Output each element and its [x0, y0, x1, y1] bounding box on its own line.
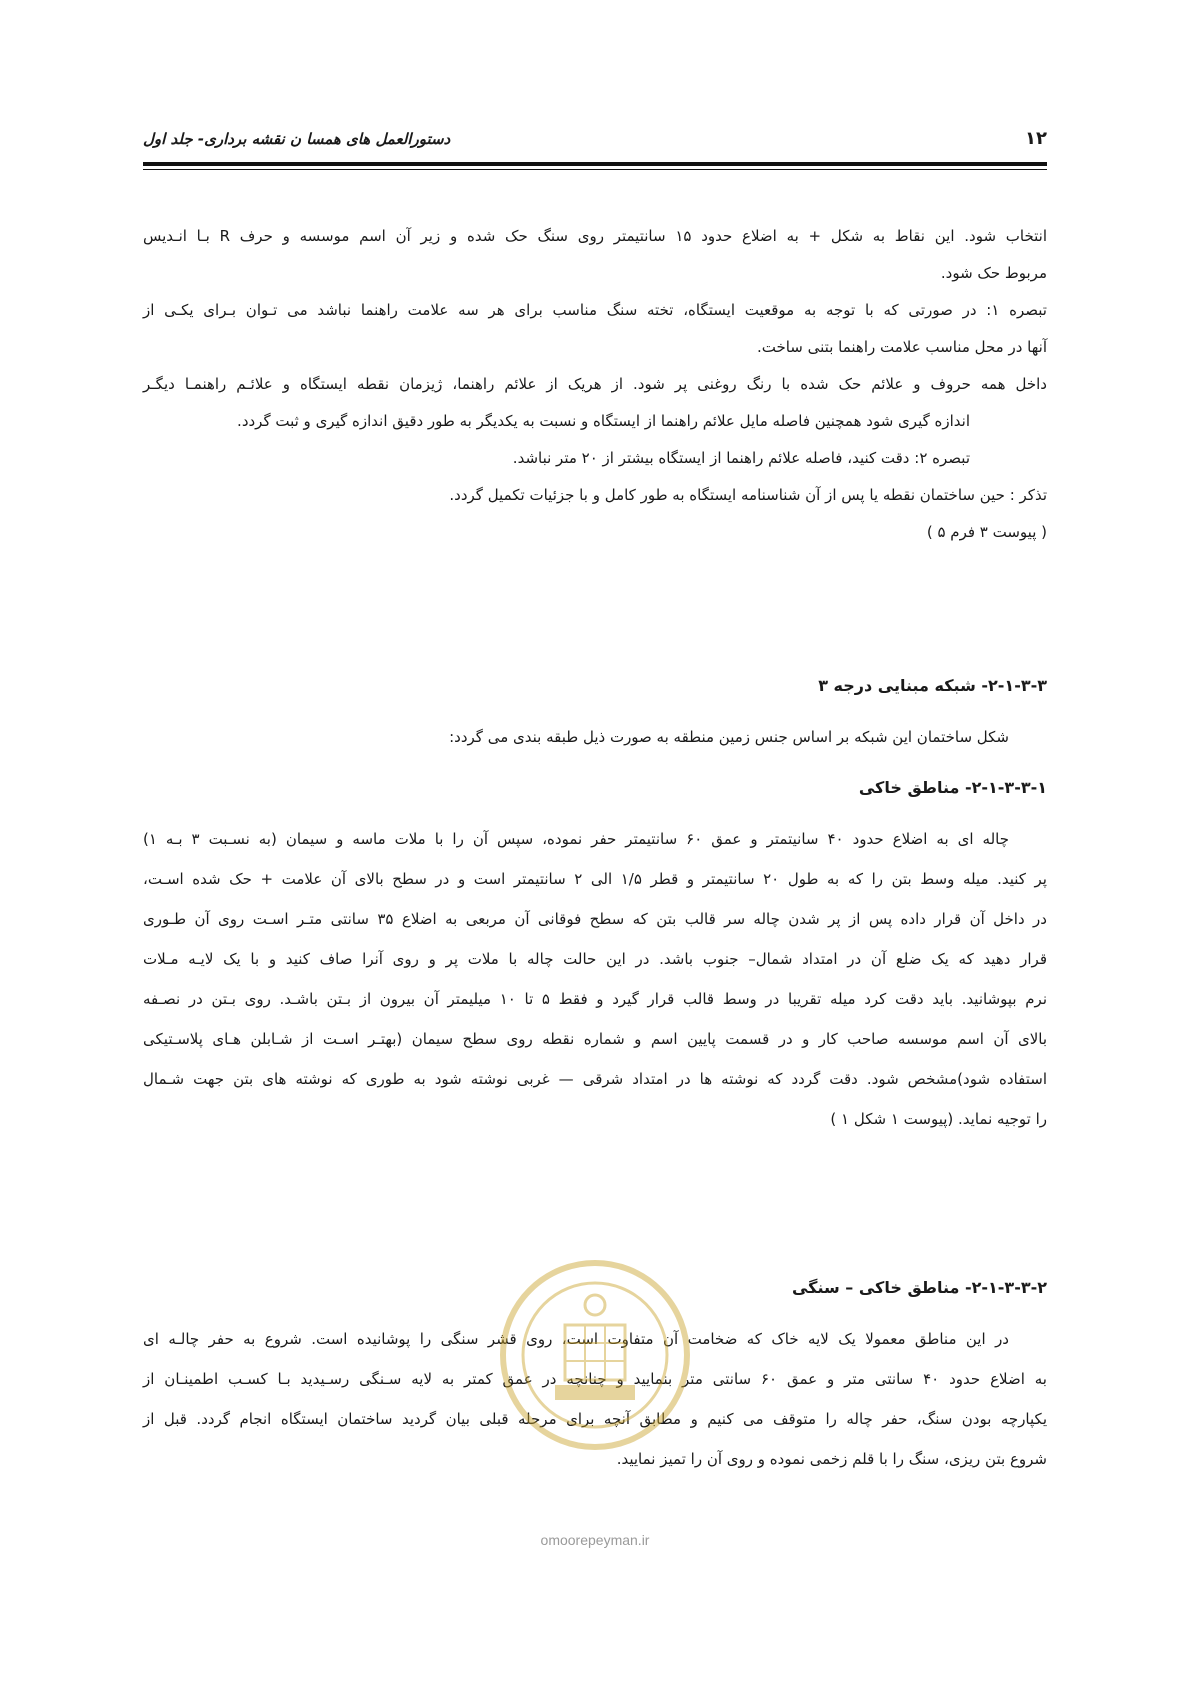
text-line: انتخاب شود. این نقاط به شکل + به اضلاع حدود ۱۵ سانتیمتر روی سنگ حک شده و زیر آن اسم موسسه و حرف R بـا انـدیس	[143, 227, 1048, 245]
text-line: داخل همه حروف و علائم حک شده با رنگ روغنی پر شود. از هریک از علائم راهنما، ژیزمان نقطه ایستگاه و علائـم راهنمـا دیگـر	[143, 375, 1047, 393]
intro-block	[143, 218, 1047, 551]
header-rule	[143, 162, 1047, 166]
page-header	[143, 128, 1047, 158]
text-line: اندازه گیری شود همچنین فاصله مایل علائم راهنما از ایستگاه و نسبت به یکدیگر به طور دقیق اندازه گیری و ثبت گردد.	[237, 412, 970, 430]
section-intro	[143, 717, 1047, 757]
text-line: قرار دهید که یک ضلع آن در امتداد شمال– جنوب باشد. در این حالت چاله با ملات پر و روی آنرا صاف کنید و با یک لایـه مـلات	[143, 950, 1047, 968]
text-line: چاله ای به اضلاع حدود ۴۰ سانیتمتر و عمق ۶۰ سانتیمتر حفر نموده، سپس آن را با ملات ماسه و سیمان (به نسـبت ۳ بـه ۱)	[143, 830, 1009, 848]
text-line: بالای آن اسم موسسه صاحب کار و در قسمت پایین اسم و شماره نقطه روی سطح سیمان (بهتـر اسـت از شـابلن هـای پلاسـتیکی	[143, 1030, 1047, 1048]
text-line: یکپارچه بودن سنگ، حفر چاله را متوقف می کنیم و مطابق آنچه برای مرحله قبلی بیان گردید ساختمان ایستگاه انجام گردد. قبل از	[143, 1410, 1047, 1428]
text-line: نرم بپوشانید. باید دقت کرد میله تقریبا در وسط قالب قرار گیرد و فقط ۵ تا ۱۰ میلیمتر آن بیرون از بـتن باشـد. روی بـتن در نصـفه	[143, 990, 1048, 1008]
header-rule-thin	[143, 169, 1047, 170]
section-heading: ۲-۱-۳-۳-۲- مناطق خاکی – سنگی	[791, 1278, 1047, 1297]
book-title: دستورالعمل های همسا ن نقشه برداری- جلد اول	[143, 130, 451, 148]
section-heading: ۲-۱-۳-۳- شبکه مبنایی درجه ۳	[818, 676, 1047, 695]
section-heading: ۲-۱-۳-۳-۱- مناطق خاکی	[858, 778, 1047, 797]
text-line: را توجیه نماید. (پیوست ۱ شکل ۱ )	[830, 1110, 1047, 1128]
text-line: استفاده شود)مشخص شود. دقت گردد که نوشته ها در امتداد شرقی — غربی نوشته شود به طوری که نوشته های بتن جهت شـمال	[143, 1070, 1047, 1088]
text-line: در داخل آن قرار داده پس از پر شدن چاله سر قالب بتن که سطح فوقانی آن مربعی به اضلاع ۳۵ سانتی متـر اسـت روی آن طـوری	[143, 910, 1047, 928]
text-line: تبصره ۱: در صورتی که با توجه به موقعیت ایستگاه، تخته سنگ مناسب برای هر سه علامت راهنما نباشد می تـوان بـرای یکـی از	[143, 301, 1047, 319]
watermark-seal-icon	[495, 1255, 695, 1455]
text-line: شکل ساختمان این شبکه بر اساس جنس زمین منطقه به صورت ذیل طبقه بندی می گردد:	[449, 728, 1009, 746]
soil-paragraph	[143, 819, 1047, 1139]
page-number: ۱۲	[1025, 128, 1047, 149]
text-line: مربوط حک شود.	[940, 264, 1047, 282]
text-line: آنها در محل مناسب علامت راهنما بتنی ساخت.	[756, 338, 1047, 356]
text-line: ( پیوست ۳ فرم ۵ )	[926, 523, 1047, 541]
text-line: تذکر : حین ساختمان نقطه یا پس از آن شناسنامه ایستگاه به طور کامل و با جزئیات تکمیل گردد.	[449, 486, 1047, 504]
watermark-site: omoorepeyman.ir	[540, 1532, 650, 1548]
text-line: تبصره ۲: دقت کنید، فاصله علائم راهنما از ایستگاه بیشتر از ۲۰ متر نباشد.	[512, 449, 970, 467]
text-line: پر کنید. میله وسط بتن را که به طول ۲۰ سانتیمتر و قطر ۱/۵ الی ۲ سانتیمتر است و در سطح بالای آن علامت + حک شده اسـت،	[143, 870, 1047, 888]
text-line: شروع بتن ریزی، سنگ را با قلم زخمی نموده و روی آن را تمیز نمایید.	[616, 1450, 1047, 1468]
text-line: در این مناطق معمولا یک لایه خاک که ضخامت آن متفاوت است، روی قشر سنگی را پوشانیده است. شروع به حفر چالـه ای	[143, 1330, 1009, 1348]
text-line: به اضلاع حدود ۴۰ سانتی متر و عمق ۶۰ سانتی متر بنمایید و چنانچه در عمق کمتر به لایه سـنگی رسـیدید بـا کسـب اطمینـان از	[143, 1370, 1047, 1388]
